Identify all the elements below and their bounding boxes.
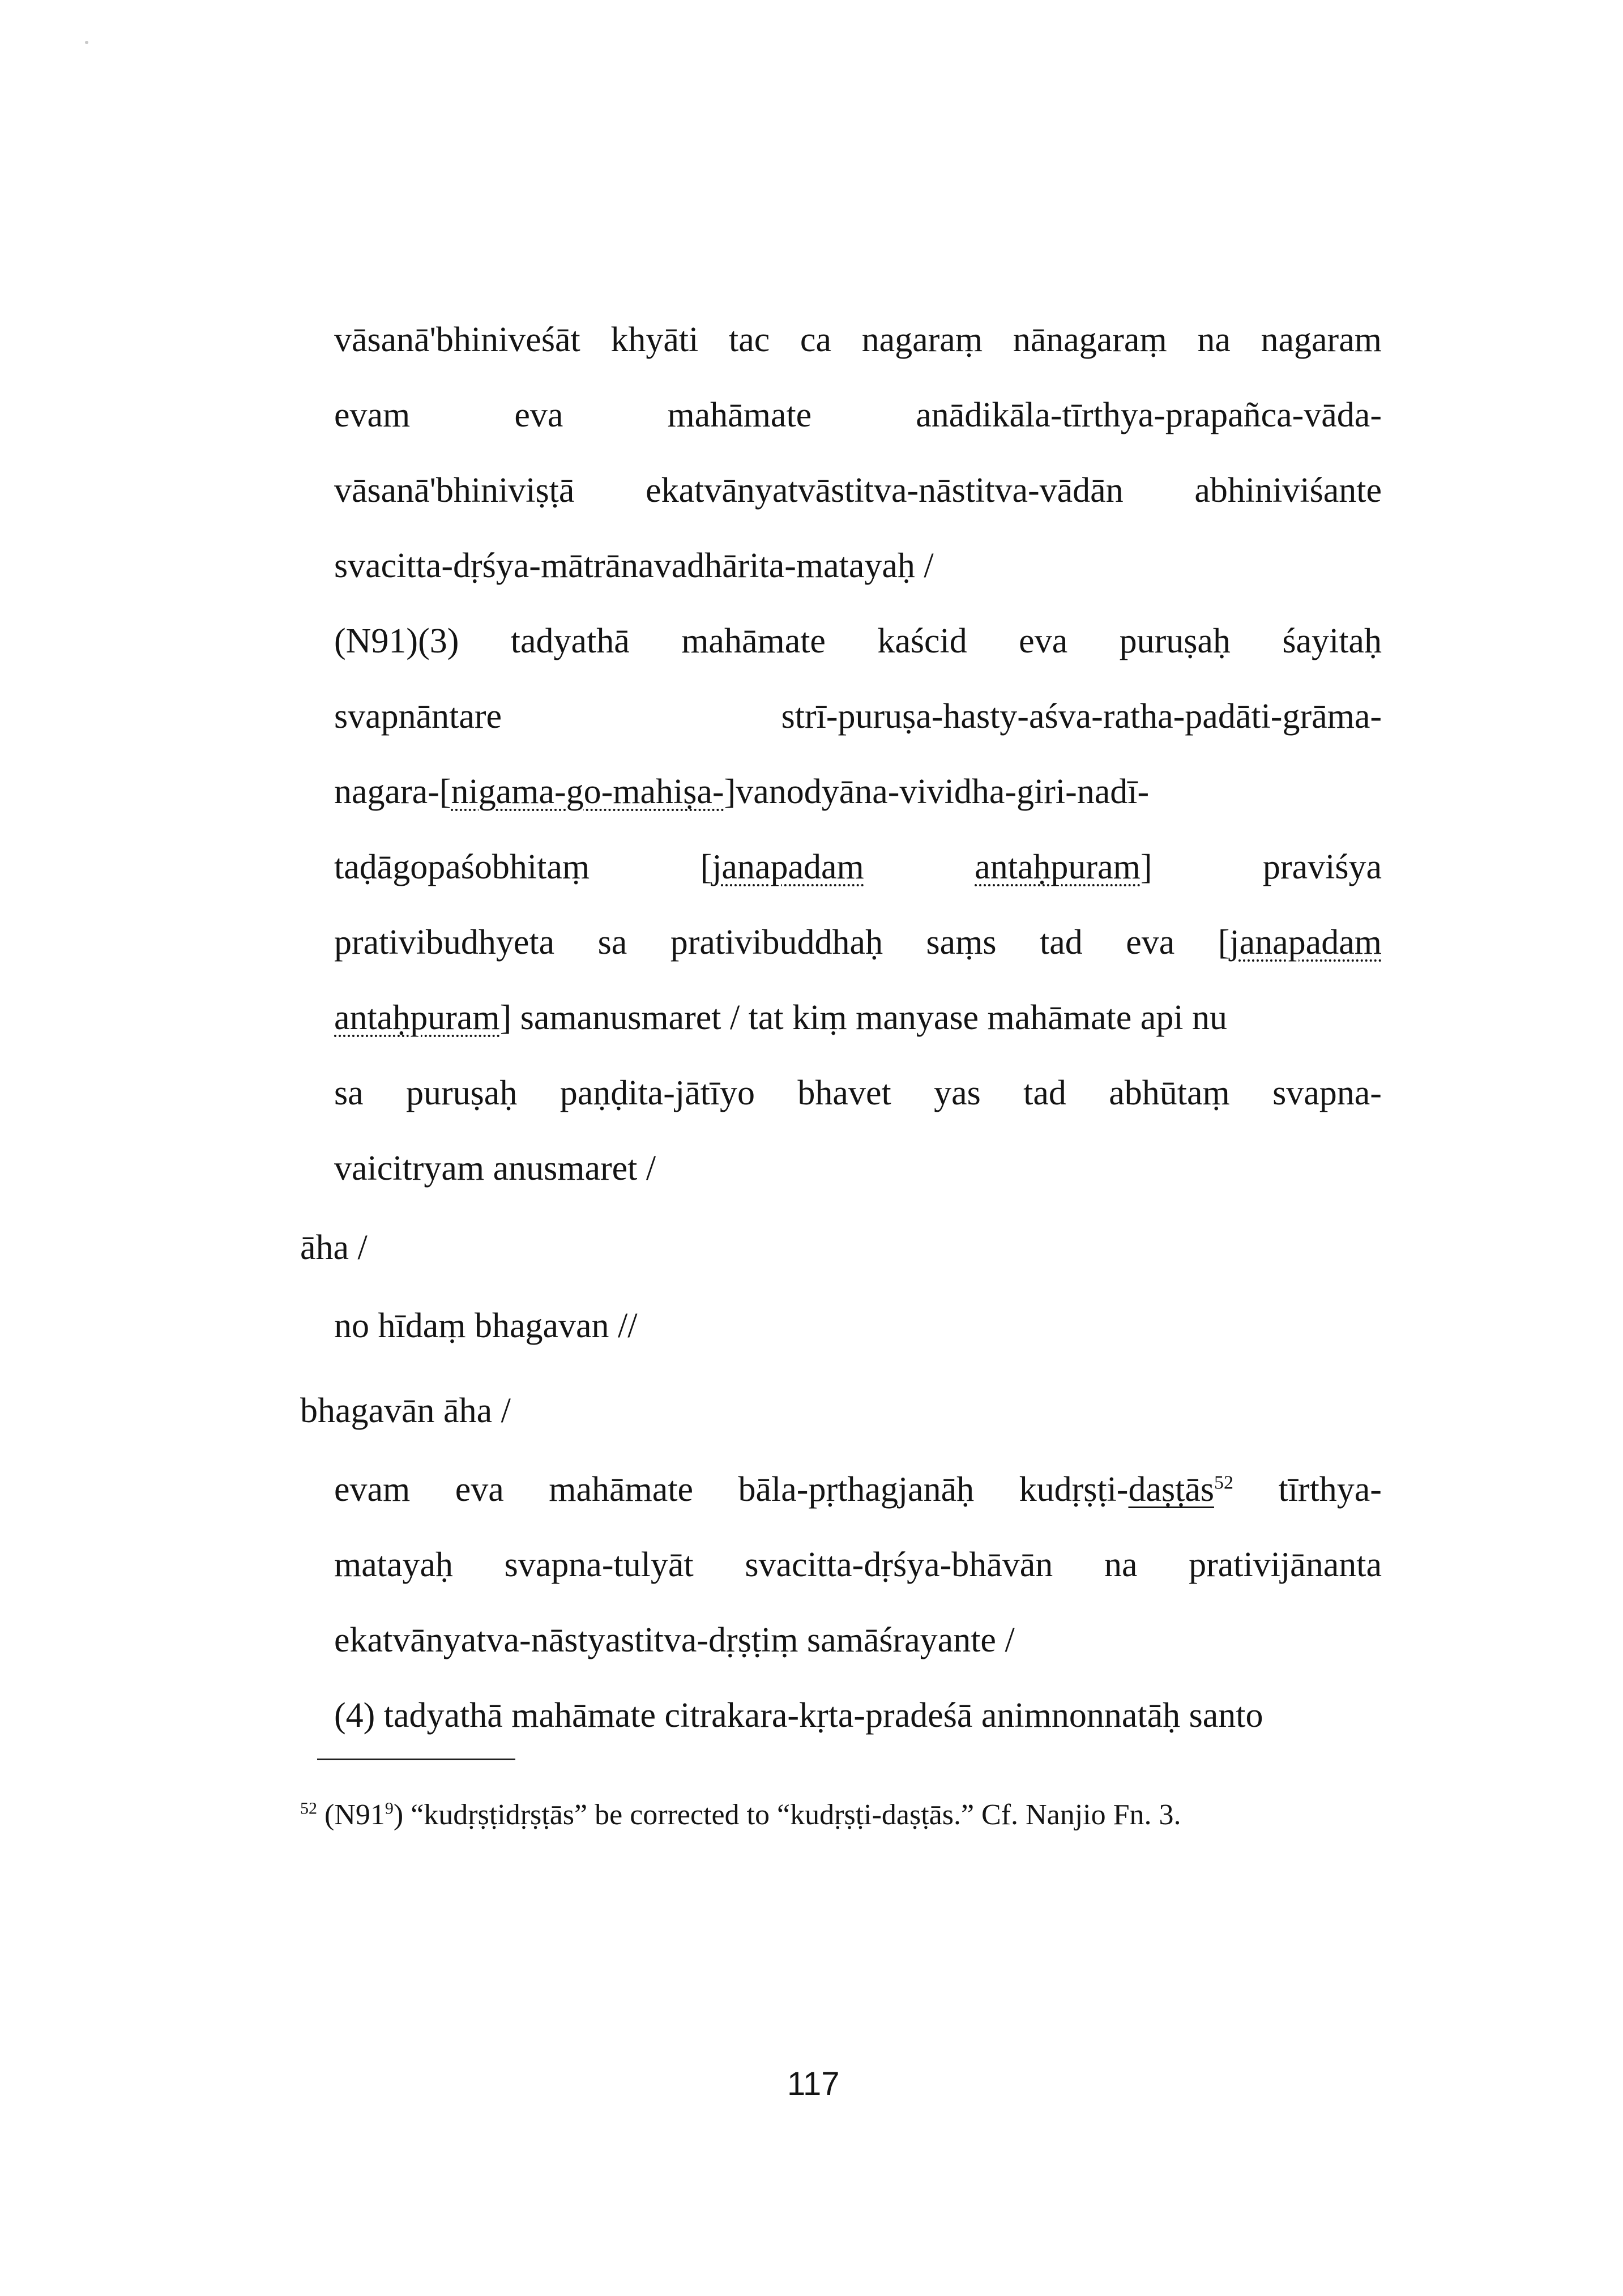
dotted-underlined-text: janapadam bbox=[712, 848, 864, 886]
text-segment: ]vanodyāna-vividha-giri-nadī- bbox=[724, 773, 1150, 811]
text-line-3 bbox=[334, 468, 1382, 513]
text-line-12: vaicitryam anusmaret / bbox=[334, 1149, 656, 1188]
word: abhūtaṃ bbox=[1109, 1074, 1230, 1112]
footnote-ref: (N91 bbox=[324, 1799, 385, 1831]
word: bhavet bbox=[797, 1074, 891, 1112]
word: tac bbox=[729, 321, 770, 359]
word: nagaraṃ bbox=[861, 321, 983, 359]
word: saṃs bbox=[926, 923, 997, 962]
bracketed-word bbox=[1218, 920, 1382, 965]
word: sa bbox=[597, 923, 627, 962]
footnote-ref: ) bbox=[393, 1799, 404, 1831]
footnoted-word bbox=[1019, 1467, 1233, 1512]
text-line-2 bbox=[334, 392, 1382, 438]
word: sa bbox=[334, 1074, 364, 1112]
word: khyāti bbox=[610, 321, 699, 359]
footnote-text: “kudṛṣṭidṛṣṭās” be corrected to “kudṛṣṭi-daṣṭās.” Cf. Nanjio Fn. 3. bbox=[411, 1799, 1181, 1831]
text-line-17 bbox=[334, 1542, 1382, 1587]
word: (N91)(3) bbox=[334, 622, 459, 660]
dotted-underlined-text: janapadam bbox=[1229, 923, 1382, 962]
word: ekatvānyatvāstitva-nāstitva-vādān bbox=[646, 471, 1124, 510]
word: na bbox=[1197, 321, 1231, 359]
word: svacitta-dṛśya-bhāvān bbox=[745, 1546, 1053, 1584]
speaker-line-bhagavan: bhagavān āha / bbox=[300, 1392, 511, 1430]
word: bāla-pṛthagjanāḥ bbox=[738, 1470, 975, 1509]
word: strī-puruṣa-hasty-aśva-ratha-padāti-grāma- bbox=[781, 697, 1382, 736]
word: vāsanā'bhiniveśāt bbox=[334, 321, 580, 359]
bracketed-word bbox=[701, 844, 864, 890]
word: śayitaḥ bbox=[1282, 622, 1382, 660]
word: taḍāgopaśobhitaṃ bbox=[334, 848, 590, 886]
word: praviśya bbox=[1262, 848, 1382, 886]
word: prativibuddhaḥ bbox=[670, 923, 883, 962]
text-line-14: no hīdaṃ bhagavan // bbox=[334, 1307, 638, 1345]
text-line-18: ekatvānyatva-nāstyastitva-dṛṣṭiṃ samāśrayante / bbox=[334, 1621, 1015, 1659]
bracket: [ bbox=[1218, 923, 1230, 962]
text-line-5 bbox=[334, 618, 1382, 664]
word: tīrthya- bbox=[1278, 1470, 1382, 1509]
footnote-ref-superscript: 9 bbox=[385, 1799, 394, 1818]
word: evam bbox=[334, 396, 411, 434]
footnote-rule bbox=[317, 1759, 515, 1760]
word: puruṣaḥ bbox=[1119, 622, 1231, 660]
word: na bbox=[1104, 1546, 1138, 1584]
word: matayaḥ bbox=[334, 1546, 454, 1584]
word: abhiniviśante bbox=[1194, 471, 1382, 510]
dotted-underlined-text: nigama-go-mahiṣa- bbox=[451, 773, 724, 811]
text-line-11 bbox=[334, 1070, 1382, 1116]
dotted-underlined-text: antaḥpuram bbox=[975, 848, 1141, 886]
word: svapna- bbox=[1272, 1074, 1382, 1112]
text-line-6 bbox=[334, 694, 1382, 739]
bracket: [ bbox=[700, 848, 712, 886]
text-line-8 bbox=[334, 844, 1382, 890]
page-number: 117 bbox=[787, 2065, 840, 2102]
word: tadyathā bbox=[510, 622, 630, 660]
footnote-marker: 52 bbox=[300, 1799, 317, 1818]
bracketed-word bbox=[975, 844, 1152, 890]
text-line-16 bbox=[334, 1467, 1382, 1512]
footnote bbox=[300, 1795, 1181, 1835]
word: vāsanā'bhiniviṣṭā bbox=[334, 471, 575, 510]
text-segment: nagara-[ bbox=[334, 773, 451, 811]
word: nagaram bbox=[1261, 321, 1382, 359]
word: ca bbox=[800, 321, 831, 359]
word: evam bbox=[334, 1470, 411, 1509]
bracket: ] bbox=[1140, 848, 1152, 886]
word: paṇḍita-jātīyo bbox=[559, 1074, 755, 1112]
dotted-underlined-text: antaḥpuram bbox=[334, 998, 500, 1037]
word: eva bbox=[1019, 622, 1068, 660]
text-line-9 bbox=[334, 920, 1382, 965]
text-segment: ] samanusmaret / tat kiṃ manyase mahāmate api nu bbox=[499, 998, 1228, 1037]
footnote-reference[interactable]: 52 bbox=[1214, 1472, 1233, 1493]
word: eva bbox=[514, 396, 563, 434]
word: prativibudhyeta bbox=[334, 923, 555, 962]
word: mahāmate bbox=[667, 396, 812, 434]
text-line-7 bbox=[334, 769, 1149, 814]
word: eva bbox=[1126, 923, 1175, 962]
scan-speck bbox=[85, 41, 88, 44]
text-line-1 bbox=[334, 317, 1382, 362]
word: yas bbox=[934, 1074, 981, 1112]
text-line-4: svacitta-dṛśya-mātrānavadhārita-matayaḥ / bbox=[334, 547, 934, 585]
word: prativijānanta bbox=[1189, 1546, 1382, 1584]
speaker-line-aha: āha / bbox=[300, 1228, 368, 1267]
word: puruṣaḥ bbox=[406, 1074, 518, 1112]
word: mahāmate bbox=[549, 1470, 694, 1509]
text-line-19: (4) tadyathā mahāmate citrakara-kṛta-pradeśā animnonnatāḥ santo bbox=[334, 1696, 1263, 1735]
word: tad bbox=[1040, 923, 1083, 962]
word: tad bbox=[1023, 1074, 1066, 1112]
word: kaścid bbox=[877, 622, 967, 660]
word: svapnāntare bbox=[334, 697, 502, 736]
word: nānagaraṃ bbox=[1013, 321, 1167, 359]
text-line-10 bbox=[334, 995, 1227, 1040]
word: anādikāla-tīrthya-prapañca-vāda- bbox=[916, 396, 1382, 434]
text-segment: kudṛṣṭi- bbox=[1019, 1470, 1129, 1509]
underlined-text: daṣṭās bbox=[1128, 1470, 1214, 1509]
word: svapna-tulyāt bbox=[504, 1546, 694, 1584]
word: mahāmate bbox=[681, 622, 826, 660]
word: eva bbox=[455, 1470, 504, 1509]
